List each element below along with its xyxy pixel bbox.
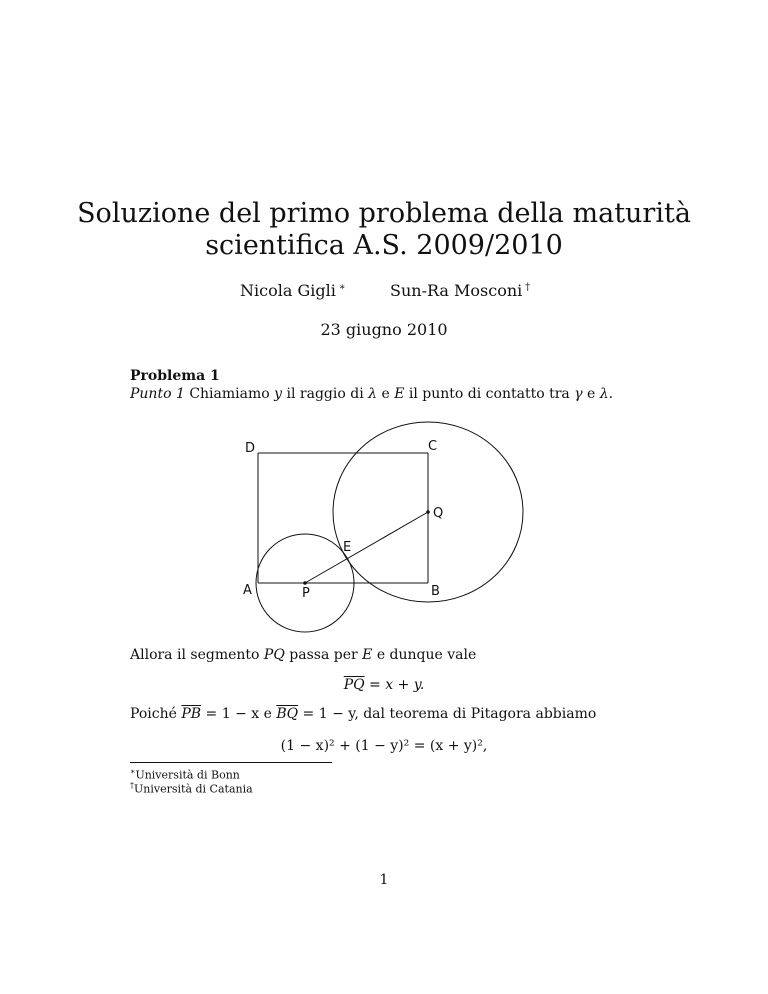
footnote-2: †Università di Catania (130, 781, 253, 796)
paragraph-1: Allora il segmento PQ passa per E e dunque vale (130, 647, 477, 663)
point-label: Punto 1 (130, 386, 185, 402)
author-1-name: Nicola Gigli (240, 281, 336, 300)
footnote-rule (130, 762, 332, 763)
intro-line: Punto 1 Chiamiamo y il raggio di λ e E il punto di contatto tra γ e λ. (130, 386, 614, 402)
footnote-1: ∗Università di Bonn (130, 767, 240, 782)
page-number: 1 (379, 872, 389, 888)
author-2-name: Sun-Ra Mosconi (390, 281, 523, 300)
label-D: D (245, 441, 256, 456)
point-Q-dot (426, 510, 430, 514)
author-2-mark: † (525, 281, 531, 293)
equation-2: (1 − x)² + (1 − y)² = (x + y)², (280, 738, 488, 754)
label-Q: Q (433, 506, 444, 521)
label-E: E (343, 540, 352, 555)
paper-date: 23 giugno 2010 (320, 320, 448, 339)
author-1-mark: ∗ (338, 281, 346, 293)
label-A: A (243, 583, 252, 598)
title-line-1: Soluzione del primo problema della maturità (77, 198, 691, 229)
section-heading: Problema 1 (130, 368, 220, 384)
label-B: B (431, 584, 440, 599)
label-C: C (428, 439, 438, 454)
equation-1: $\overline{PQ} = x + y$. (343, 677, 425, 693)
point-P-dot (303, 581, 307, 585)
paragraph-2: Poiché $\overline{PB} = 1 - x$ e $\overline{BQ} = 1 - y$, dal teorema di Pitagora abbiamo (130, 706, 597, 722)
segment-PQ (305, 512, 428, 583)
title-line-2: scientifica A.S. 2009/2010 (205, 230, 563, 261)
label-P: P (302, 586, 310, 601)
